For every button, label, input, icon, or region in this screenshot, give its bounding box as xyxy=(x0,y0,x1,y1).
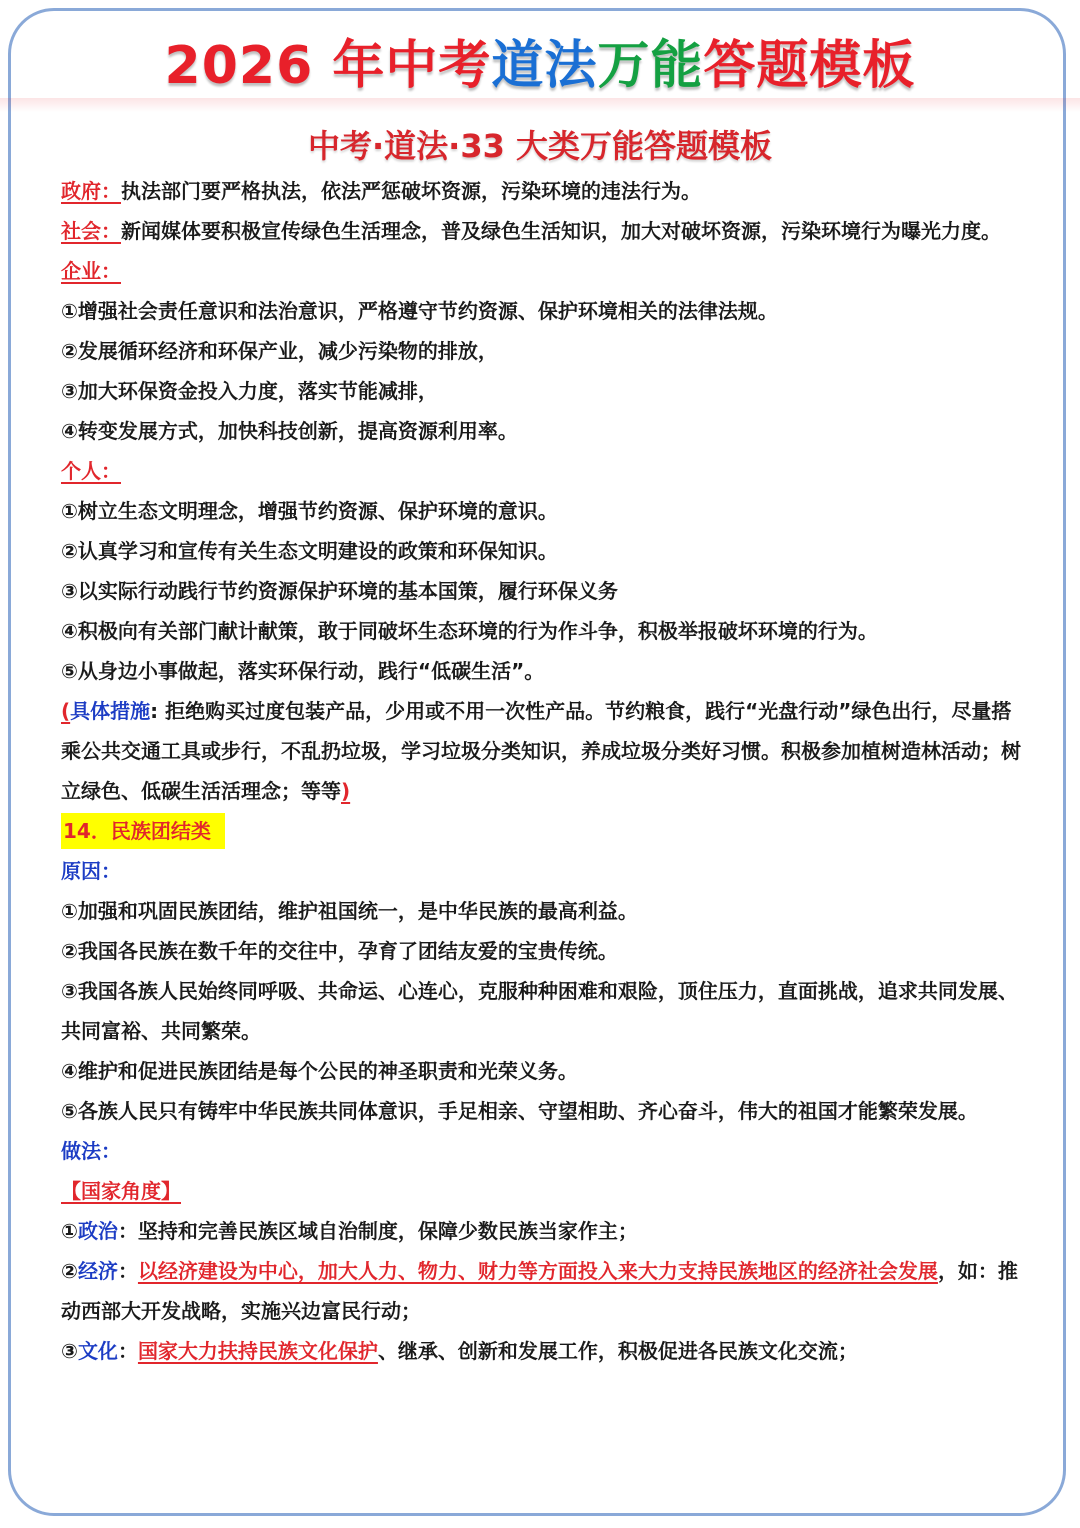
individual-label: 个人： xyxy=(61,459,121,483)
individual-heading xyxy=(61,451,1026,491)
culture-number: ③ xyxy=(61,1339,78,1363)
list-item: ①树立生态文明理念，增强节约资源、保护环境的意识。 xyxy=(61,499,558,523)
economy-item xyxy=(61,1251,1026,1331)
society-text: 新闻媒体要积极宣传绿色生活理念，普及绿色生活知识，加大对破坏资源，污染环境行为曝光力度。 xyxy=(121,219,1001,243)
economy-rest: ，如：推动西部大开发战略，实施兴边富民行动； xyxy=(61,1259,1018,1323)
page-title xyxy=(0,30,1080,102)
economy-number: ② xyxy=(61,1259,78,1283)
economy-highlight: 以经济建设为中心，加大人力、物力、财力等方面投入来大力支持民族地区的经济社会发展 xyxy=(137,1259,938,1283)
culture-item xyxy=(61,1331,1026,1371)
methods-label: 做法： xyxy=(61,1139,121,1163)
list-item: ⑤各族人民只有铸牢中华民族共同体意识，手足相亲、守望相助、齐心奋斗，伟大的祖国才能繁荣发展。 xyxy=(61,1099,978,1123)
list-item: ①加强和巩固民族团结，维护祖国统一，是中华民族的最高利益。 xyxy=(61,899,638,923)
society-label: 社会： xyxy=(61,219,121,243)
list-item: ⑤从身边小事做起，落实环保行动，践行“低碳生活”。 xyxy=(61,659,545,683)
reasons-label: 原因： xyxy=(61,859,121,883)
politics-label: 政治 xyxy=(77,1219,118,1243)
list-item: ①增强社会责任意识和法治意识，严格遵守节约资源、保护环境相关的法律法规。 xyxy=(61,299,778,323)
culture-label: 文化 xyxy=(77,1339,118,1363)
culture-highlight: 国家大力扶持民族文化保护 xyxy=(137,1339,378,1363)
economy-label: 经济 xyxy=(77,1259,118,1283)
list-item: ④转变发展方式，加快科技创新，提高资源利用率。 xyxy=(61,419,518,443)
state-angle-heading xyxy=(61,1171,1026,1211)
measures-open-paren: ( xyxy=(61,699,71,723)
measures-label: 具体措施 xyxy=(70,699,151,723)
measures-text: : 拒绝购买过度包装产品，少用或不用一次性产品。节约粮食，践行“光盘行动”绿色出行，尽量搭乘公共交通工具或步行，不乱扔垃圾，学习垃圾分类知识，养成垃圾分类好习惯。积极参加植树造林活动；树立绿色、低碳生活活理念；等等 xyxy=(61,699,1021,803)
section-14-heading-row xyxy=(61,811,1026,851)
page-subtitle: 中考·道法·33 大类万能答题模板 xyxy=(308,127,772,165)
title-part-template: 答题模板 xyxy=(703,36,916,96)
title-part-year: 2026 年中考 xyxy=(164,36,492,96)
enterprise-heading xyxy=(61,251,1026,291)
government-paragraph xyxy=(61,171,1026,211)
society-paragraph xyxy=(61,211,1026,251)
list-item: ②发展循环经济和环保产业，减少污染物的排放， xyxy=(61,339,498,363)
section-14-heading: 14．民族团结类 xyxy=(61,813,225,849)
government-text: 执法部门要严格执法，依法严惩破坏资源，污染环境的违法行为。 xyxy=(121,179,701,203)
politics-number: ① xyxy=(61,1219,78,1243)
list-item: ④积极向有关部门献计献策，敢于同破坏生态环境的行为作斗争，积极举报破坏环境的行为。 xyxy=(61,619,878,643)
title-part-subject: 道法 xyxy=(491,36,598,96)
economy-colon: ： xyxy=(117,1259,138,1283)
politics-text: ：坚持和完善民族区域自治制度，保障少数民族当家作主； xyxy=(117,1219,638,1243)
enterprise-label: 企业： xyxy=(61,259,121,283)
culture-rest: 、继承、创新和发展工作，积极促进各民族文化交流； xyxy=(377,1339,858,1363)
list-item: ②认真学习和宣传有关生态文明建设的政策和环保知识。 xyxy=(61,539,558,563)
measures-paragraph xyxy=(61,691,1026,811)
state-angle-label: 【国家角度】 xyxy=(61,1179,181,1203)
main-content xyxy=(61,171,1026,1371)
government-label: 政府： xyxy=(61,179,121,203)
list-item: ②我国各民族在数千年的交往中，孕育了团结友爱的宝贵传统。 xyxy=(61,939,618,963)
list-item: ③我国各族人民始终同呼吸、共命运、心连心，克服种种困难和艰险，顶住压力，直面挑战，追求共同发展、共同富裕、共同繁荣。 xyxy=(61,979,1018,1043)
measures-close-paren: ) xyxy=(341,779,351,803)
list-item: ③加大环保资金投入力度，落实节能减排， xyxy=(61,379,438,403)
list-item: ④维护和促进民族团结是每个公民的神圣职责和光荣义务。 xyxy=(61,1059,578,1083)
title-part-universal: 万能 xyxy=(597,36,704,96)
title-reflection xyxy=(0,98,1080,112)
list-item: ③以实际行动践行节约资源保护环境的基本国策，履行环保义务 xyxy=(61,579,618,603)
politics-item xyxy=(61,1211,1026,1251)
culture-colon: ： xyxy=(117,1339,138,1363)
